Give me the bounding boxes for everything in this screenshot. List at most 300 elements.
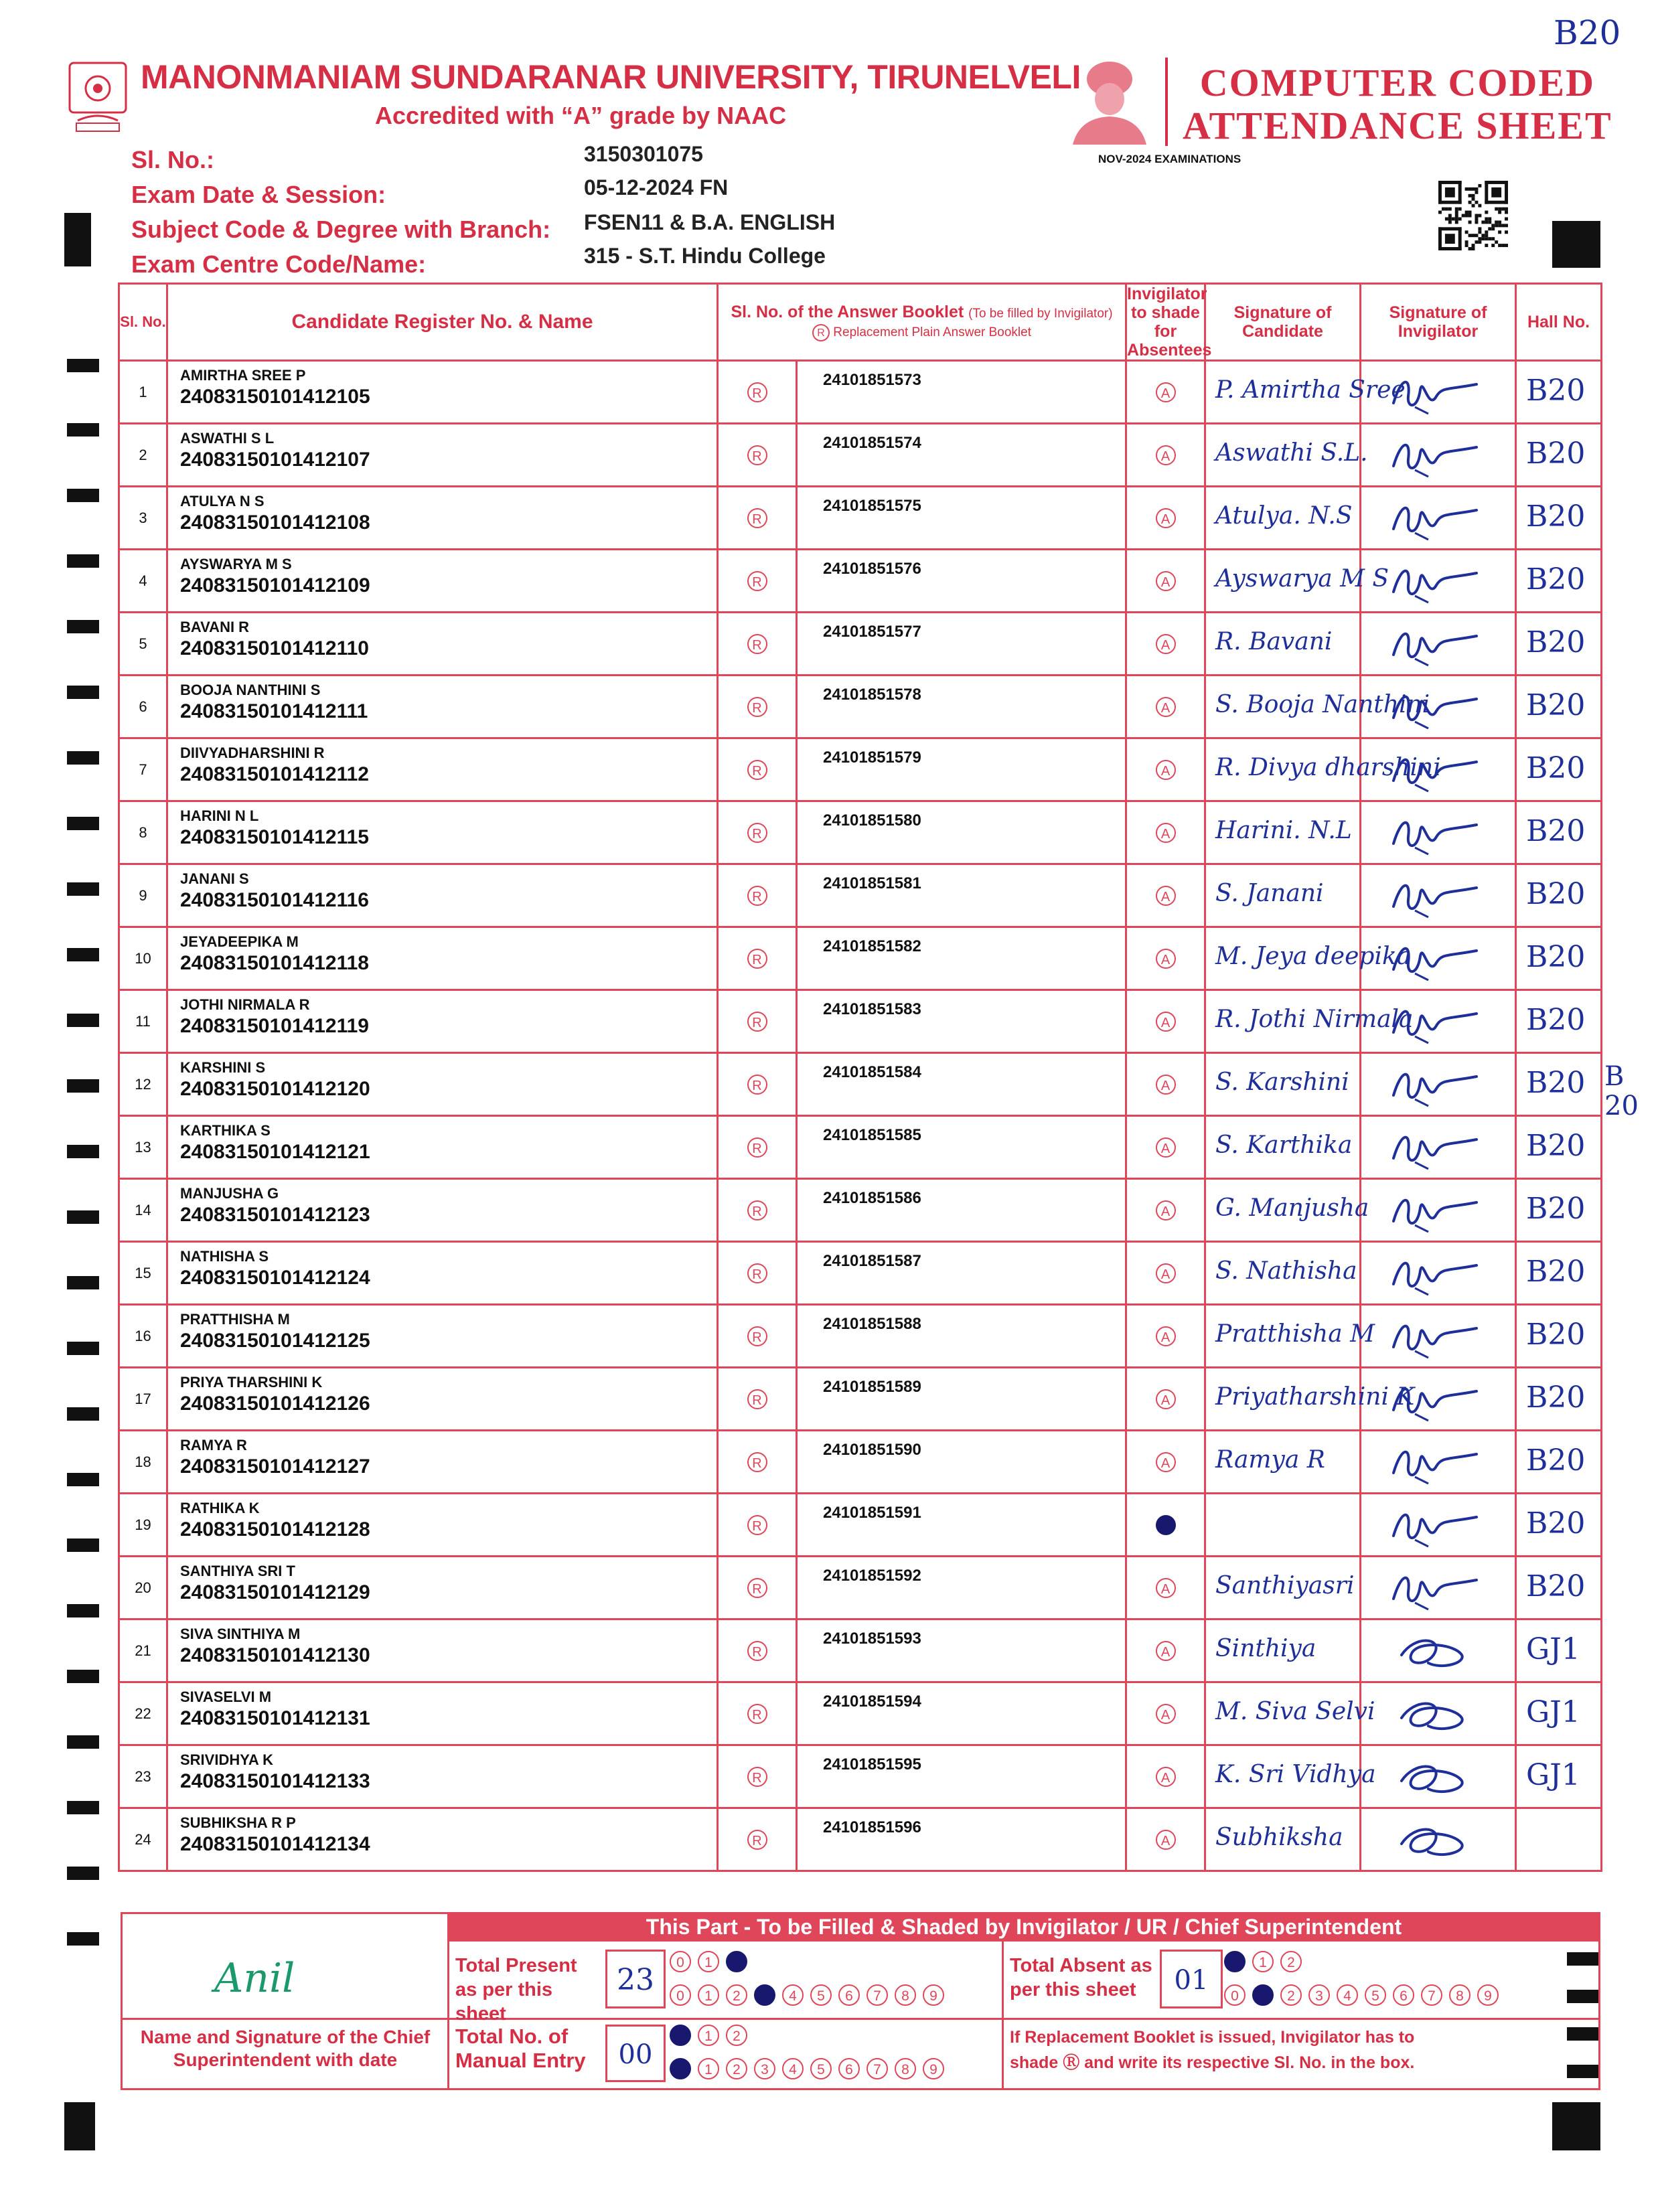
register-number: 24083150101412125 xyxy=(180,1330,370,1352)
absentee-bubble[interactable]: A xyxy=(1156,823,1176,843)
candidate-cell xyxy=(167,864,718,927)
exam-centre-label: Exam Centre Code/Name: xyxy=(131,250,427,278)
manual-units-bubble-3[interactable]: 3 xyxy=(754,2058,775,2079)
timing-mark xyxy=(67,1210,99,1224)
present-units-bubble-5[interactable]: 5 xyxy=(810,1984,832,2006)
candidate-cell xyxy=(167,1745,718,1808)
absentee-bubble[interactable]: A xyxy=(1156,1389,1176,1409)
replacement-bubble[interactable]: R xyxy=(747,1075,767,1095)
table-row xyxy=(119,361,1602,424)
invigilator-signature xyxy=(1388,1691,1482,1738)
candidate-signature: Ramya R xyxy=(1215,1446,1325,1474)
replacement-bubble[interactable]: R xyxy=(747,1263,767,1283)
replacement-cell[interactable] xyxy=(718,1179,797,1242)
replacement-bubble[interactable]: R xyxy=(747,886,767,906)
timing-mark xyxy=(67,423,99,437)
absent-tens-bubble-2[interactable]: 2 xyxy=(1280,1951,1302,1972)
present-tens-bubble-1[interactable]: 1 xyxy=(698,1951,719,1972)
invigilator-signature xyxy=(1388,558,1482,605)
hall-number: B20 xyxy=(1526,437,1586,471)
present-units-bubble-2[interactable]: 2 xyxy=(726,1984,747,2006)
candidate-name: RAMYA R xyxy=(180,1437,247,1453)
invigilator-signature-cell xyxy=(1361,361,1516,424)
hall-cell xyxy=(1516,1368,1602,1431)
absentee-bubble[interactable]: A xyxy=(1156,949,1176,969)
candidate-signature: Aswathi S.L. xyxy=(1215,439,1368,467)
replacement-bubble[interactable]: R xyxy=(747,634,767,654)
register-number: 24083150101412134 xyxy=(180,1833,370,1855)
manual-units-bubble-9[interactable]: 9 xyxy=(923,2058,944,2079)
register-number: 24083150101412124 xyxy=(180,1267,370,1289)
candidate-cell xyxy=(167,1620,718,1682)
candidate-signature: R. Bavani xyxy=(1215,628,1333,655)
manual-units-bubble-2[interactable]: 2 xyxy=(726,2058,747,2079)
absentee-cell[interactable] xyxy=(1126,1745,1205,1808)
candidate-name: JANANI S xyxy=(180,870,249,887)
manual-units-bubble-4[interactable]: 4 xyxy=(782,2058,804,2079)
present-tens-bubble-2[interactable]: 2 xyxy=(726,1951,747,1972)
invigilator-signature-cell xyxy=(1361,1808,1516,1871)
table-row xyxy=(119,676,1602,738)
booklet-cell xyxy=(797,801,1126,864)
absentee-bubble[interactable]: A xyxy=(1156,1641,1176,1661)
hall-cell xyxy=(1516,1494,1602,1557)
replacement-bubble[interactable]: R xyxy=(747,1830,767,1850)
table-row xyxy=(119,990,1602,1053)
booklet-cell xyxy=(797,424,1126,487)
booklet-number: 24101851596 xyxy=(823,1818,921,1836)
hall-number: B20 xyxy=(1526,1443,1586,1478)
register-number: 24083150101412128 xyxy=(180,1518,370,1540)
absentee-bubble[interactable]: A xyxy=(1156,1326,1176,1346)
candidate-cell xyxy=(167,1808,718,1871)
absent-units-bubble-3[interactable]: 3 xyxy=(1308,1984,1330,2006)
absentee-bubble[interactable]: A xyxy=(1156,1515,1176,1535)
booklet-number: 24101851588 xyxy=(823,1315,921,1333)
timing-mark xyxy=(67,1407,99,1421)
table-row xyxy=(119,1682,1602,1745)
absentee-cell[interactable] xyxy=(1126,550,1205,613)
booklet-number: 24101851575 xyxy=(823,497,921,515)
row-sl: 6 xyxy=(119,676,167,738)
absentee-bubble[interactable]: A xyxy=(1156,1830,1176,1850)
booklet-cell xyxy=(797,1305,1126,1368)
candidate-signature-cell xyxy=(1205,1053,1361,1116)
candidate-cell xyxy=(167,1557,718,1620)
table-row xyxy=(119,801,1602,864)
register-number: 24083150101412116 xyxy=(180,889,369,911)
absent-units-bubble-1[interactable]: 1 xyxy=(1252,1984,1274,2006)
invigilator-signature-cell xyxy=(1361,1053,1516,1116)
absentee-bubble[interactable]: A xyxy=(1156,445,1176,465)
replacement-bubble[interactable]: R xyxy=(747,571,767,591)
replacement-bubble[interactable]: R xyxy=(747,382,767,402)
candidate-signature-cell xyxy=(1205,1745,1376,1808)
booklet-number: 24101851576 xyxy=(823,560,921,578)
absent-units-bubble-0[interactable]: 0 xyxy=(1224,1984,1246,2006)
candidate-name: NATHISHA S xyxy=(180,1248,269,1265)
booklet-cell xyxy=(797,738,1126,801)
replacement-cell[interactable] xyxy=(718,550,797,613)
replacement-cell[interactable] xyxy=(718,1116,797,1179)
replacement-bubble[interactable]: R xyxy=(747,949,767,969)
replacement-cell[interactable] xyxy=(718,613,797,676)
timing-mark xyxy=(67,1342,99,1355)
present-units-bubble-1[interactable]: 1 xyxy=(698,1984,719,2006)
absentee-cell[interactable] xyxy=(1126,1808,1205,1871)
hall-number: B20 xyxy=(1526,1380,1586,1415)
absent-units-bubble-6[interactable]: 6 xyxy=(1393,1984,1414,2006)
absentee-bubble[interactable]: A xyxy=(1156,1452,1176,1472)
register-number: 24083150101412112 xyxy=(180,763,369,785)
replacement-cell[interactable] xyxy=(718,990,797,1053)
replacement-cell[interactable] xyxy=(718,1808,797,1871)
replacement-cell[interactable] xyxy=(718,1620,797,1682)
replacement-bubble[interactable]: R xyxy=(747,1137,767,1158)
chief-signature: Anil xyxy=(214,1955,295,2002)
invigilator-signature-cell xyxy=(1361,738,1516,801)
present-units-bubble-8[interactable]: 8 xyxy=(895,1984,916,2006)
invigilator-signature xyxy=(1388,1439,1482,1486)
replacement-bubble[interactable]: R xyxy=(747,1326,767,1346)
absent-units-bubble-7[interactable]: 7 xyxy=(1421,1984,1442,2006)
absentee-bubble[interactable]: A xyxy=(1156,1075,1176,1095)
row-sl: 5 xyxy=(119,613,167,676)
present-tens-bubble-0[interactable]: 0 xyxy=(670,1951,691,1972)
replacement-bubble[interactable]: R xyxy=(747,1515,767,1535)
absentee-cell[interactable] xyxy=(1126,613,1205,676)
replacement-bubble[interactable]: R xyxy=(747,1641,767,1661)
hall-cell xyxy=(1516,487,1602,550)
candidate-signature-cell xyxy=(1205,424,1368,487)
invigilator-signature-cell xyxy=(1361,864,1516,927)
absentee-cell[interactable] xyxy=(1126,738,1205,801)
row-sl: 10 xyxy=(119,927,167,990)
absentee-bubble[interactable]: A xyxy=(1156,1704,1176,1724)
replacement-cell[interactable] xyxy=(718,1242,797,1305)
register-number: 24083150101412105 xyxy=(180,386,370,408)
replacement-bubble[interactable]: R xyxy=(747,508,767,528)
absentee-cell[interactable] xyxy=(1126,1557,1205,1620)
exam-date-label: Exam Date & Session: xyxy=(131,181,386,208)
candidate-signature: S. Karshini xyxy=(1215,1069,1349,1096)
timing-mark xyxy=(67,1867,99,1880)
absentee-cell[interactable] xyxy=(1126,927,1205,990)
absentee-cell[interactable] xyxy=(1126,424,1205,487)
row-sl: 3 xyxy=(119,487,167,550)
absentee-cell[interactable] xyxy=(1126,1116,1205,1179)
hall-cell xyxy=(1516,1808,1602,1871)
absentee-cell[interactable] xyxy=(1126,990,1205,1053)
absentee-bubble[interactable]: A xyxy=(1156,760,1176,780)
timing-mark xyxy=(67,1538,99,1552)
hall-cell xyxy=(1516,801,1602,864)
hall-cell xyxy=(1516,613,1602,676)
replacement-bubble-icon: R xyxy=(812,324,830,341)
absentee-cell[interactable] xyxy=(1126,487,1205,550)
candidate-cell xyxy=(167,1682,718,1745)
replacement-bubble[interactable]: R xyxy=(747,823,767,843)
chief-divider xyxy=(121,2018,447,2020)
replacement-bubble[interactable]: R xyxy=(747,1578,767,1598)
absentee-cell[interactable] xyxy=(1126,1682,1205,1745)
absent-units-bubble-2[interactable]: 2 xyxy=(1280,1984,1302,2006)
absentee-cell[interactable] xyxy=(1126,1620,1205,1682)
register-number: 24083150101412111 xyxy=(180,700,368,722)
booklet-cell xyxy=(797,550,1126,613)
absentee-bubble[interactable]: A xyxy=(1156,1767,1176,1787)
replacement-cell[interactable] xyxy=(718,676,797,738)
absent-units-bubble-8[interactable]: 8 xyxy=(1449,1984,1471,2006)
absentee-bubble[interactable]: A xyxy=(1156,634,1176,654)
absent-units-bubble-4[interactable]: 4 xyxy=(1337,1984,1358,2006)
candidate-signature: G. Manjusha xyxy=(1215,1194,1369,1222)
absentee-cell[interactable] xyxy=(1126,676,1205,738)
present-units-bubble-7[interactable]: 7 xyxy=(866,1984,888,2006)
candidate-cell xyxy=(167,1368,718,1431)
timing-mark xyxy=(67,554,99,568)
total-present-box xyxy=(605,1950,666,2008)
booklet-cell xyxy=(797,1368,1126,1431)
present-units-bubble-3[interactable]: 3 xyxy=(754,1984,775,2006)
candidate-signature-cell xyxy=(1205,1305,1375,1368)
invigilator-signature-cell xyxy=(1361,990,1516,1053)
absent-tens-bubble-1[interactable]: 1 xyxy=(1252,1951,1274,1972)
absentee-bubble[interactable]: A xyxy=(1156,1263,1176,1283)
hall-cell xyxy=(1516,1305,1602,1368)
table-row xyxy=(119,864,1602,927)
replacement-cell[interactable] xyxy=(718,1431,797,1494)
candidate-signature: S. Karthika xyxy=(1215,1131,1353,1159)
candidate-cell xyxy=(167,927,718,990)
replacement-cell[interactable] xyxy=(718,487,797,550)
absentee-bubble[interactable]: A xyxy=(1156,697,1176,717)
candidate-cell xyxy=(167,1494,718,1557)
candidate-cell xyxy=(167,613,718,676)
absentee-bubble[interactable]: A xyxy=(1156,1200,1176,1220)
candidate-name: KARTHIKA S xyxy=(180,1122,271,1139)
absentee-cell[interactable] xyxy=(1126,801,1205,864)
exam-date-value: 05-12-2024 FN xyxy=(584,175,729,200)
register-number: 24083150101412127 xyxy=(180,1455,370,1478)
replacement-bubble[interactable]: R xyxy=(747,1452,767,1472)
booklet-number: 24101851585 xyxy=(823,1126,921,1144)
hall-number: B20 xyxy=(1526,940,1586,974)
manual-tens-bubble-0[interactable]: 0 xyxy=(670,2025,691,2046)
hall-number: GJ1 xyxy=(1526,1695,1580,1729)
invigilator-signature-cell xyxy=(1361,1682,1516,1745)
candidate-signature-cell xyxy=(1205,990,1414,1053)
attendance-table xyxy=(118,283,1602,1872)
invigilator-signature xyxy=(1388,1251,1482,1297)
register-number: 24083150101412130 xyxy=(180,1644,370,1666)
candidate-cell xyxy=(167,1116,718,1179)
hall-number: GJ1 xyxy=(1526,1758,1580,1792)
candidate-cell xyxy=(167,550,718,613)
booklet-cell xyxy=(797,1053,1126,1116)
manual-units-bubble-6[interactable]: 6 xyxy=(838,2058,860,2079)
booklet-number: 24101851578 xyxy=(823,686,921,704)
col-candidate-header: Candidate Register No. & Name xyxy=(167,284,718,361)
replacement-bubble[interactable]: R xyxy=(747,445,767,465)
timing-mark xyxy=(67,686,99,699)
present-units-bubble-9[interactable]: 9 xyxy=(923,1984,944,2006)
manual-entry-box xyxy=(605,2025,666,2082)
candidate-signature: R. Jothi Nirmala xyxy=(1215,1006,1414,1033)
total-present-label: Total Present as per this sheet xyxy=(455,1955,577,2025)
replacement-bubble[interactable]: R xyxy=(747,1389,767,1409)
table-row xyxy=(119,487,1602,550)
booklet-number: 24101851579 xyxy=(823,748,921,767)
row-sl: 1 xyxy=(119,361,167,424)
absentee-cell[interactable] xyxy=(1126,1179,1205,1242)
row-sl: 11 xyxy=(119,990,167,1053)
replacement-cell[interactable] xyxy=(718,864,797,927)
replacement-bubble[interactable]: R xyxy=(747,1200,767,1220)
candidate-name: DIIVYADHARSHINI R xyxy=(180,744,325,761)
candidate-cell xyxy=(167,1242,718,1305)
candidate-signature: Sinthiya xyxy=(1215,1635,1316,1662)
absentee-cell[interactable] xyxy=(1126,864,1205,927)
corner-mark xyxy=(64,2102,95,2150)
replacement-bubble[interactable]: R xyxy=(747,760,767,780)
absent-tens-bubbles xyxy=(1224,1951,1308,1972)
candidate-signature: S. Booja Nanthini xyxy=(1215,691,1430,718)
candidate-name: JEYADEEPIKA M xyxy=(180,933,299,950)
invigilator-banner: This Part - To be Filled & Shaded by Invigilator / UR / Chief Superintendent xyxy=(447,1912,1600,1942)
manual-units-bubble-5[interactable]: 5 xyxy=(810,2058,832,2079)
candidate-cell xyxy=(167,424,718,487)
candidate-name: ASWATHI S L xyxy=(180,430,275,447)
candidate-cell xyxy=(167,487,718,550)
present-units-bubble-4[interactable]: 4 xyxy=(782,1984,804,2006)
sheet-title-line-1: COMPUTER CODED xyxy=(1199,61,1595,104)
replacement-bubble[interactable]: R xyxy=(747,1767,767,1787)
absentee-cell[interactable] xyxy=(1126,1305,1205,1368)
replacement-cell[interactable] xyxy=(718,1682,797,1745)
absentee-bubble[interactable]: A xyxy=(1156,508,1176,528)
register-number: 24083150101412108 xyxy=(180,511,370,534)
absentee-bubble[interactable]: A xyxy=(1156,1137,1176,1158)
manual-units-bubble-7[interactable]: 7 xyxy=(866,2058,888,2079)
candidate-signature-cell xyxy=(1205,1116,1361,1179)
candidate-signature-cell xyxy=(1205,1620,1361,1682)
replacement-cell[interactable] xyxy=(718,1494,797,1557)
register-number: 24083150101412119 xyxy=(180,1015,369,1037)
absentee-cell[interactable] xyxy=(1126,1431,1205,1494)
absent-tens-bubble-0[interactable]: 0 xyxy=(1224,1951,1246,1972)
candidate-signature-cell xyxy=(1205,613,1361,676)
hall-number: B20 xyxy=(1526,1569,1586,1603)
manual-tens-bubble-1[interactable]: 1 xyxy=(698,2025,719,2046)
manual-units-bubble-8[interactable]: 8 xyxy=(895,2058,916,2079)
candidate-name: ATULYA N S xyxy=(180,493,265,509)
replacement-cell[interactable] xyxy=(718,424,797,487)
replacement-cell[interactable] xyxy=(718,1368,797,1431)
hall-number: B20 xyxy=(1526,1506,1586,1540)
timing-mark xyxy=(67,1145,99,1158)
hall-number: B20 xyxy=(1526,877,1586,911)
present-units-bubble-6[interactable]: 6 xyxy=(838,1984,860,2006)
invigilator-signature xyxy=(1388,684,1482,731)
absentee-cell[interactable] xyxy=(1126,1494,1205,1557)
booklet-header-title: Sl. No. of the Answer Booklet xyxy=(731,302,964,321)
replacement-bubble[interactable]: R xyxy=(747,1704,767,1724)
table-row xyxy=(119,1494,1602,1557)
hall-number: B20 xyxy=(1526,1192,1586,1226)
booklet-number: 24101851583 xyxy=(823,1000,921,1018)
absentee-cell[interactable] xyxy=(1126,1242,1205,1305)
register-number: 24083150101412123 xyxy=(180,1204,370,1226)
row-sl: 22 xyxy=(119,1682,167,1745)
replacement-cell[interactable] xyxy=(718,927,797,990)
replacement-cell[interactable] xyxy=(718,738,797,801)
hall-number: B20 xyxy=(1526,751,1586,785)
booklet-header-hint: (To be filled by Invigilator) xyxy=(968,306,1113,321)
candidate-name: AMIRTHA SREE P xyxy=(180,367,306,384)
replacement-cell[interactable] xyxy=(718,1053,797,1116)
absentee-cell[interactable] xyxy=(1126,1368,1205,1431)
booklet-number: 24101851593 xyxy=(823,1630,921,1648)
bottom-divider-vertical xyxy=(447,1912,449,2090)
absentee-bubble[interactable]: A xyxy=(1156,1012,1176,1032)
replacement-bubble[interactable]: R xyxy=(747,1012,767,1032)
absent-units-bubble-5[interactable]: 5 xyxy=(1365,1984,1386,2006)
replacement-cell[interactable] xyxy=(718,1557,797,1620)
candidate-name: MANJUSHA G xyxy=(180,1185,279,1202)
absentee-cell[interactable] xyxy=(1126,1053,1205,1116)
booklet-number: 24101851592 xyxy=(823,1567,921,1585)
timing-mark xyxy=(67,489,99,502)
manual-units-bubble-1[interactable]: 1 xyxy=(698,2058,719,2079)
replacement-cell[interactable] xyxy=(718,801,797,864)
candidate-name: SIVA SINTHIYA M xyxy=(180,1626,301,1642)
booklet-number: 24101851587 xyxy=(823,1252,921,1270)
replacement-cell[interactable] xyxy=(718,1305,797,1368)
register-number: 24083150101412133 xyxy=(180,1770,370,1792)
candidate-cell xyxy=(167,990,718,1053)
booklet-number: 24101851581 xyxy=(823,874,921,892)
hall-cell xyxy=(1516,990,1602,1053)
candidate-signature: S. Janani xyxy=(1215,880,1324,907)
row-sl: 13 xyxy=(119,1116,167,1179)
absentee-bubble[interactable]: A xyxy=(1156,886,1176,906)
absentee-bubble[interactable]: A xyxy=(1156,382,1176,402)
candidate-signature-cell xyxy=(1205,550,1389,613)
table-row xyxy=(119,1557,1602,1620)
absentee-bubble[interactable]: A xyxy=(1156,1578,1176,1598)
hall-cell xyxy=(1516,424,1602,487)
candidate-cell xyxy=(167,1179,718,1242)
booklet-number: 24101851594 xyxy=(823,1692,921,1711)
replacement-cell[interactable] xyxy=(718,1745,797,1808)
absentee-cell[interactable] xyxy=(1126,361,1205,424)
candidate-name: JOTHI NIRMALA R xyxy=(180,996,310,1013)
col-sig-invigilator-header: Signature of Invigilator xyxy=(1361,284,1516,361)
row-sl: 24 xyxy=(119,1808,167,1871)
total-absent-box xyxy=(1160,1950,1223,2008)
absent-units-bubble-9[interactable]: 9 xyxy=(1477,1984,1499,2006)
candidate-name: AYSWARYA M S xyxy=(180,556,292,572)
replacement-bubble[interactable]: R xyxy=(747,697,767,717)
register-number: 24083150101412110 xyxy=(180,637,369,659)
replacement-cell[interactable] xyxy=(718,361,797,424)
manual-units-bubble-0[interactable]: 0 xyxy=(670,2058,691,2079)
present-units-bubble-0[interactable]: 0 xyxy=(670,1984,691,2006)
manual-tens-bubble-2[interactable]: 2 xyxy=(726,2025,747,2046)
absentee-bubble[interactable]: A xyxy=(1156,571,1176,591)
serial-no-value: 3150301075 xyxy=(584,142,703,166)
